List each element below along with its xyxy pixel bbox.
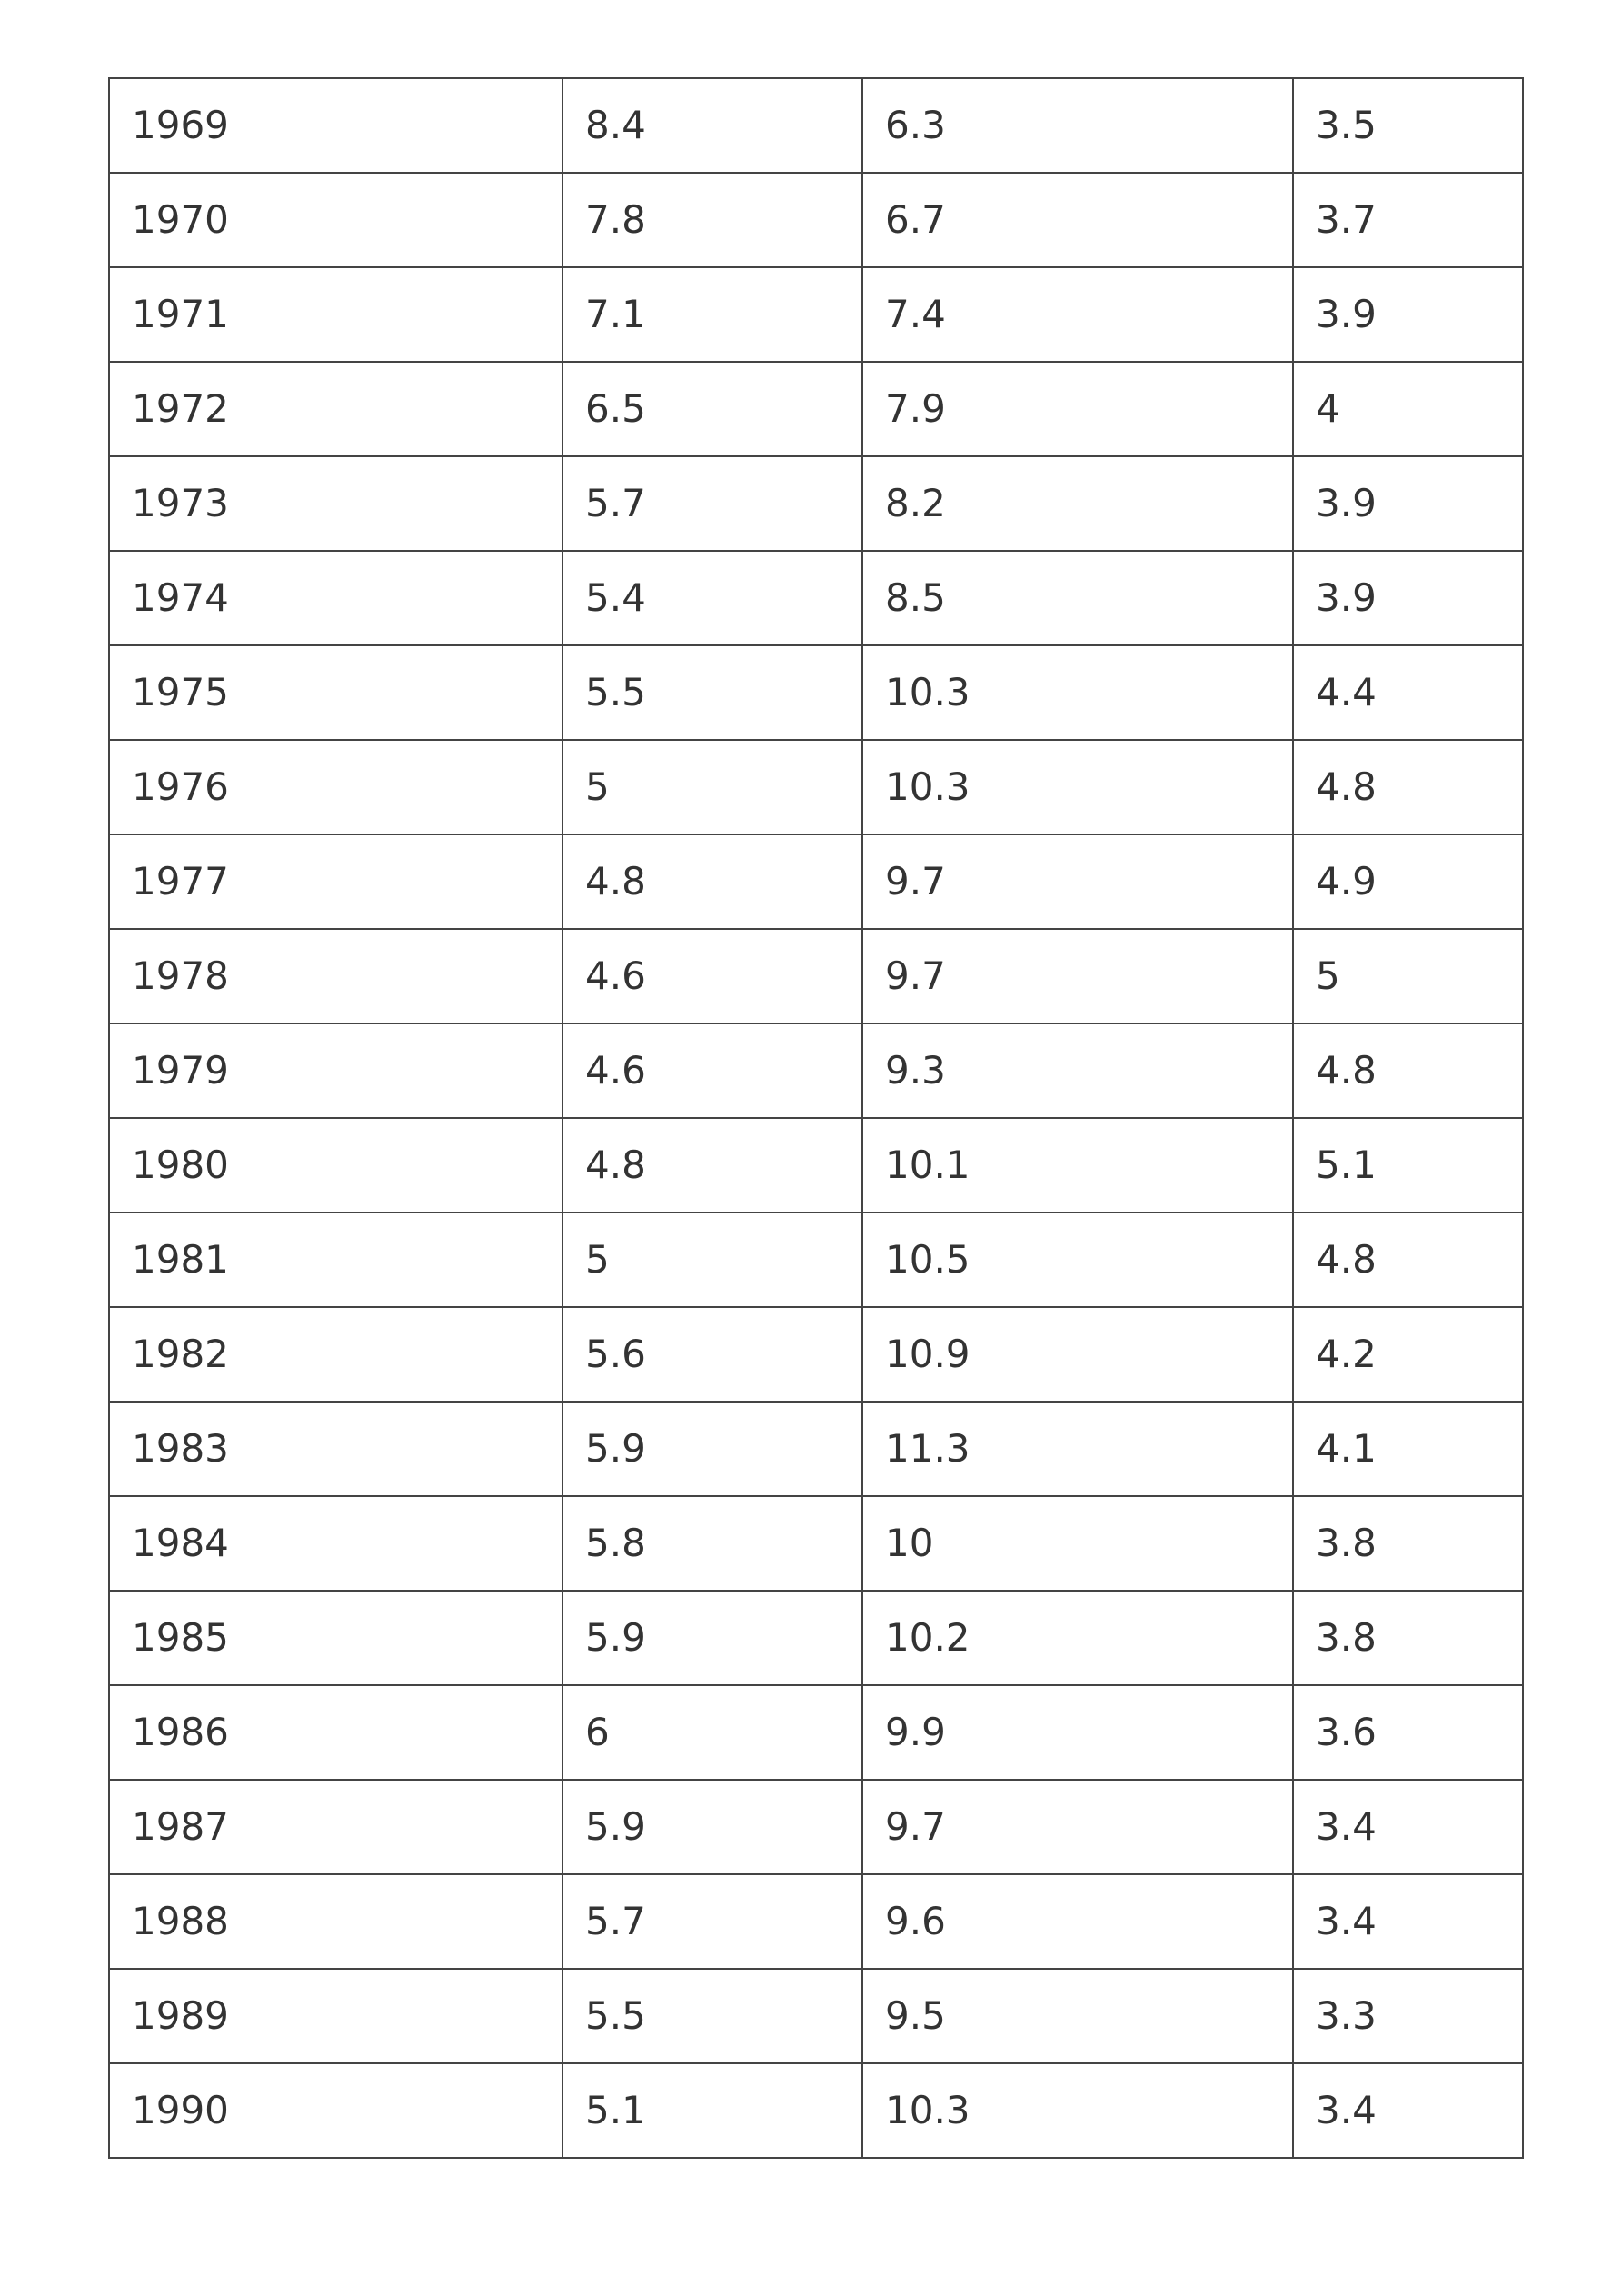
table-cell: 8.4 <box>562 78 862 173</box>
table-cell: 1990 <box>109 2063 562 2158</box>
table-cell: 1971 <box>109 267 562 362</box>
table-cell: 9.7 <box>862 834 1293 929</box>
table-cell: 4.6 <box>562 1023 862 1118</box>
table-cell: 5.9 <box>562 1780 862 1874</box>
table-cell: 9.7 <box>862 929 1293 1023</box>
table-cell: 7.9 <box>862 362 1293 456</box>
table-cell: 3.9 <box>1293 551 1523 645</box>
table-cell: 3.4 <box>1293 1780 1523 1874</box>
table-cell: 7.4 <box>862 267 1293 362</box>
table-cell: 4.1 <box>1293 1402 1523 1496</box>
table-cell: 6.5 <box>562 362 862 456</box>
table-cell: 1988 <box>109 1874 562 1969</box>
table-cell: 5.1 <box>1293 1118 1523 1213</box>
table-cell: 1980 <box>109 1118 562 1213</box>
table-cell: 5.1 <box>562 2063 862 2158</box>
table-cell: 5 <box>562 1213 862 1307</box>
table-cell: 4.8 <box>1293 1213 1523 1307</box>
table-row <box>109 2063 1523 2158</box>
table-cell: 5 <box>1293 929 1523 1023</box>
table-cell: 3.4 <box>1293 2063 1523 2158</box>
table-cell: 5.9 <box>562 1591 862 1685</box>
data-table <box>108 77 1524 2159</box>
table-cell: 1978 <box>109 929 562 1023</box>
table-cell: 1979 <box>109 1023 562 1118</box>
table-row <box>109 1874 1523 1969</box>
table-cell: 1985 <box>109 1591 562 1685</box>
table-cell: 5.7 <box>562 1874 862 1969</box>
table-cell: 4.8 <box>562 1118 862 1213</box>
table-row <box>109 740 1523 834</box>
table-cell: 4.9 <box>1293 834 1523 929</box>
table-cell: 5.4 <box>562 551 862 645</box>
table-cell: 3.9 <box>1293 456 1523 551</box>
table-cell: 1976 <box>109 740 562 834</box>
table-cell: 10.5 <box>862 1213 1293 1307</box>
table-cell: 10.3 <box>862 645 1293 740</box>
table-cell: 11.3 <box>862 1402 1293 1496</box>
table-cell: 1984 <box>109 1496 562 1591</box>
table-cell: 1986 <box>109 1685 562 1780</box>
table-cell: 1973 <box>109 456 562 551</box>
table-cell: 3.6 <box>1293 1685 1523 1780</box>
table-cell: 5.8 <box>562 1496 862 1591</box>
table-row <box>109 78 1523 173</box>
table-cell: 9.7 <box>862 1780 1293 1874</box>
table-cell: 6 <box>562 1685 862 1780</box>
table-row <box>109 1780 1523 1874</box>
table-row <box>109 1685 1523 1780</box>
table-cell: 1977 <box>109 834 562 929</box>
table-row <box>109 1023 1523 1118</box>
table-cell: 9.3 <box>862 1023 1293 1118</box>
table-row <box>109 1307 1523 1402</box>
table-cell: 6.3 <box>862 78 1293 173</box>
table-cell: 1981 <box>109 1213 562 1307</box>
table-row <box>109 456 1523 551</box>
table-cell: 1974 <box>109 551 562 645</box>
table-row <box>109 362 1523 456</box>
table-cell: 10.3 <box>862 740 1293 834</box>
table-cell: 10.3 <box>862 2063 1293 2158</box>
table-cell: 10.2 <box>862 1591 1293 1685</box>
table-cell: 4.6 <box>562 929 862 1023</box>
table-cell: 1972 <box>109 362 562 456</box>
table-cell: 10.1 <box>862 1118 1293 1213</box>
table-cell: 5.7 <box>562 456 862 551</box>
table-cell: 4.2 <box>1293 1307 1523 1402</box>
table-cell: 1989 <box>109 1969 562 2063</box>
table-cell: 1982 <box>109 1307 562 1402</box>
table-cell: 4.8 <box>1293 740 1523 834</box>
table-cell: 6.7 <box>862 173 1293 267</box>
table-row <box>109 1118 1523 1213</box>
table-cell: 8.2 <box>862 456 1293 551</box>
table-cell: 1987 <box>109 1780 562 1874</box>
table-cell: 5.9 <box>562 1402 862 1496</box>
table-row <box>109 1591 1523 1685</box>
table-cell: 3.8 <box>1293 1496 1523 1591</box>
table-cell: 9.9 <box>862 1685 1293 1780</box>
table-cell: 5.6 <box>562 1307 862 1402</box>
table-row <box>109 645 1523 740</box>
table-cell: 7.8 <box>562 173 862 267</box>
table-cell: 8.5 <box>862 551 1293 645</box>
table-body <box>109 78 1523 2158</box>
table-cell: 1983 <box>109 1402 562 1496</box>
table-cell: 10 <box>862 1496 1293 1591</box>
table-cell: 9.5 <box>862 1969 1293 2063</box>
table-cell: 3.4 <box>1293 1874 1523 1969</box>
table-cell: 5.5 <box>562 1969 862 2063</box>
table-row <box>109 551 1523 645</box>
table-row <box>109 834 1523 929</box>
table-cell: 3.7 <box>1293 173 1523 267</box>
table-row <box>109 1213 1523 1307</box>
table-cell: 5 <box>562 740 862 834</box>
table-row <box>109 929 1523 1023</box>
table-cell: 5.5 <box>562 645 862 740</box>
table-cell: 4 <box>1293 362 1523 456</box>
table-cell: 3.9 <box>1293 267 1523 362</box>
table-cell: 1975 <box>109 645 562 740</box>
table-cell: 4.4 <box>1293 645 1523 740</box>
table-cell: 4.8 <box>562 834 862 929</box>
table-row <box>109 1402 1523 1496</box>
table-cell: 7.1 <box>562 267 862 362</box>
table-row <box>109 173 1523 267</box>
table-cell: 1970 <box>109 173 562 267</box>
table-row <box>109 1496 1523 1591</box>
table-row <box>109 267 1523 362</box>
table-cell: 3.3 <box>1293 1969 1523 2063</box>
table-cell: 9.6 <box>862 1874 1293 1969</box>
table-cell: 3.5 <box>1293 78 1523 173</box>
table-cell: 3.8 <box>1293 1591 1523 1685</box>
table-cell: 10.9 <box>862 1307 1293 1402</box>
table-row <box>109 1969 1523 2063</box>
table-cell: 4.8 <box>1293 1023 1523 1118</box>
table-cell: 1969 <box>109 78 562 173</box>
